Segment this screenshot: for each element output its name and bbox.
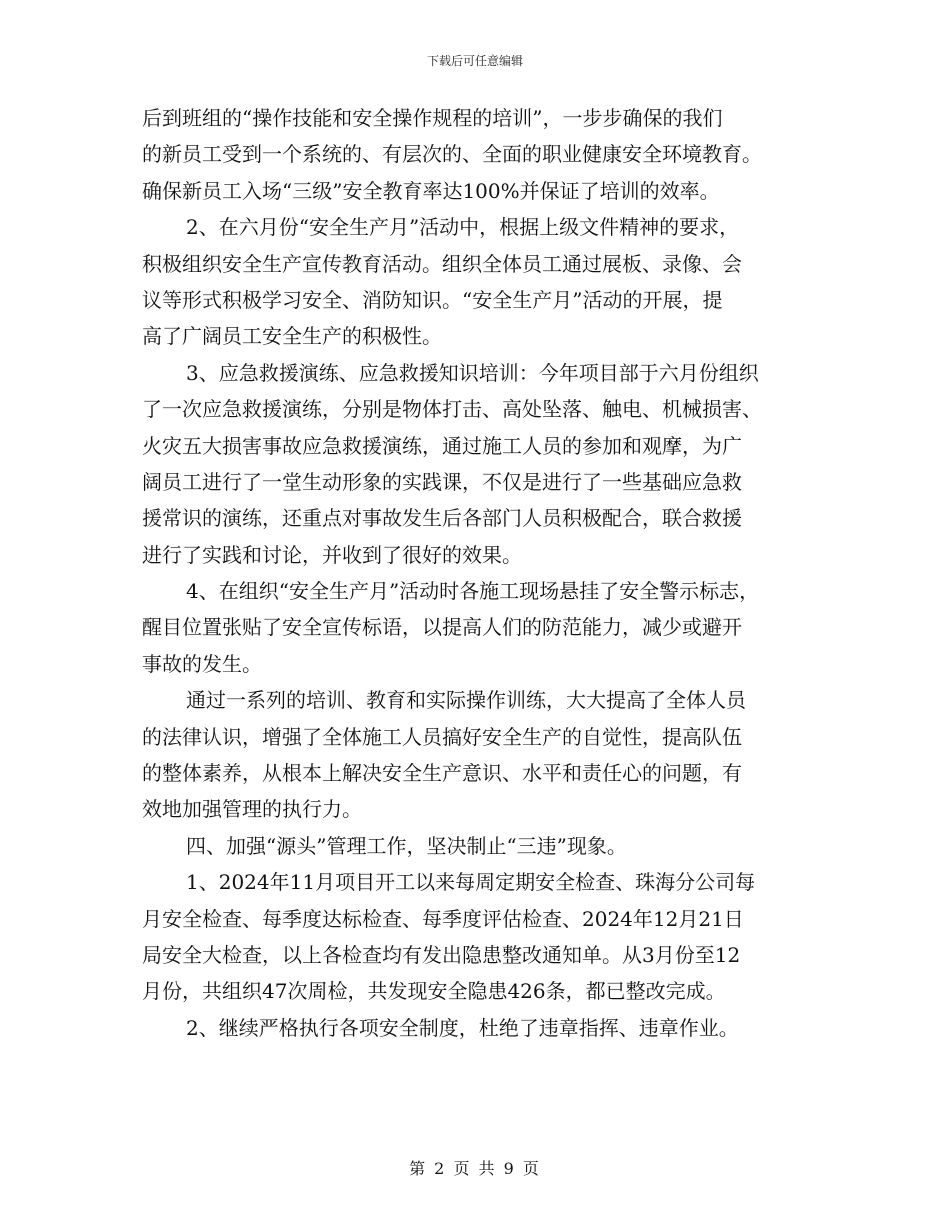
text-line: 积极组织安全生产宣传教育活动。组织全体员工通过展板、录像、会 (142, 251, 742, 276)
text-line: 进行了实践和讨论，并收到了很好的效果。 (142, 542, 522, 567)
text-line: 月份，共组织47次周检，共发现安全隐患426条，都已整改完成。 (142, 979, 726, 1004)
text-line: 局安全大检查，以上各检查均有发出隐患整改通知单。从3月份至12 (142, 942, 741, 967)
text-line: 援常识的演练，还重点对事故发生后各部门人员积极配合，联合救援 (142, 506, 742, 531)
text-line: 的整体素养，从根本上解决安全生产意识、水平和责任心的问题，有 (142, 761, 742, 786)
text-line: 火灾五大损害事故应急救援演练，通过施工人员的参加和观摩，为广 (142, 433, 742, 458)
text-line: 醒目位置张贴了安全宣传标语，以提高人们的防范能力，减少或避开 (142, 615, 742, 640)
text-line: 高了广阔员工安全生产的积极性。 (142, 324, 442, 349)
text-line: 事故的发生。 (142, 651, 262, 676)
text-line: 的新员工受到一个系统的、有层次的、全面的职业健康安全环境教育。 (142, 142, 762, 167)
text-line: 月安全检查、每季度达标检查、每季度评估检查、2024年12月21日 (142, 906, 744, 931)
text-line: 议等形式积极学习安全、消防知识。“安全生产月”活动的开展，提 (142, 287, 723, 312)
text-line: 四、加强“源头”管理工作，坚决制止“三违”现象。 (186, 833, 627, 858)
text-line: 的法律认识，增强了全体施工人员搞好安全生产的自觉性，提高队伍 (142, 724, 742, 749)
text-line: 通过一系列的培训、教育和实际操作训练，大大提高了全体人员 (186, 688, 746, 713)
text-line: 2、在六月份“安全生产月”活动中，根据上级文件精神的要求， (186, 215, 740, 240)
document-body (142, 100, 818, 1046)
text-line: 2、继续严格执行各项安全制度，杜绝了违章指挥、违章作业。 (186, 1015, 739, 1040)
text-line: 确保新员工入场“三级”安全教育率达100%并保证了培训的效率。 (142, 178, 720, 203)
page-header: 下载后可任意编辑 (426, 54, 523, 68)
text-line: 4、在组织“安全生产月”活动时各施工现场悬挂了安全警示标志， (186, 579, 760, 604)
text-line: 3、应急救援演练、应急救援知识培训：今年项目部于六月份组织 (186, 360, 759, 385)
text-line: 阔员工进行了一堂生动形象的实践课，不仅是进行了一些基础应急救 (142, 469, 742, 494)
text-line: 后到班组的“操作技能和安全操作规程的培训”，一步步确保的我们 (142, 106, 723, 130)
text-line: 效地加强管理的执行力。 (142, 797, 362, 822)
text-line: 了一次应急救援演练，分别是物体打击、高处坠落、触电、机械损害、 (142, 397, 762, 422)
text-line: 1、2024年11月项目开工以来每周定期安全检查、珠海分公司每 (186, 870, 756, 895)
page-number-footer: 第 2 页 共 9 页 (409, 1159, 541, 1178)
